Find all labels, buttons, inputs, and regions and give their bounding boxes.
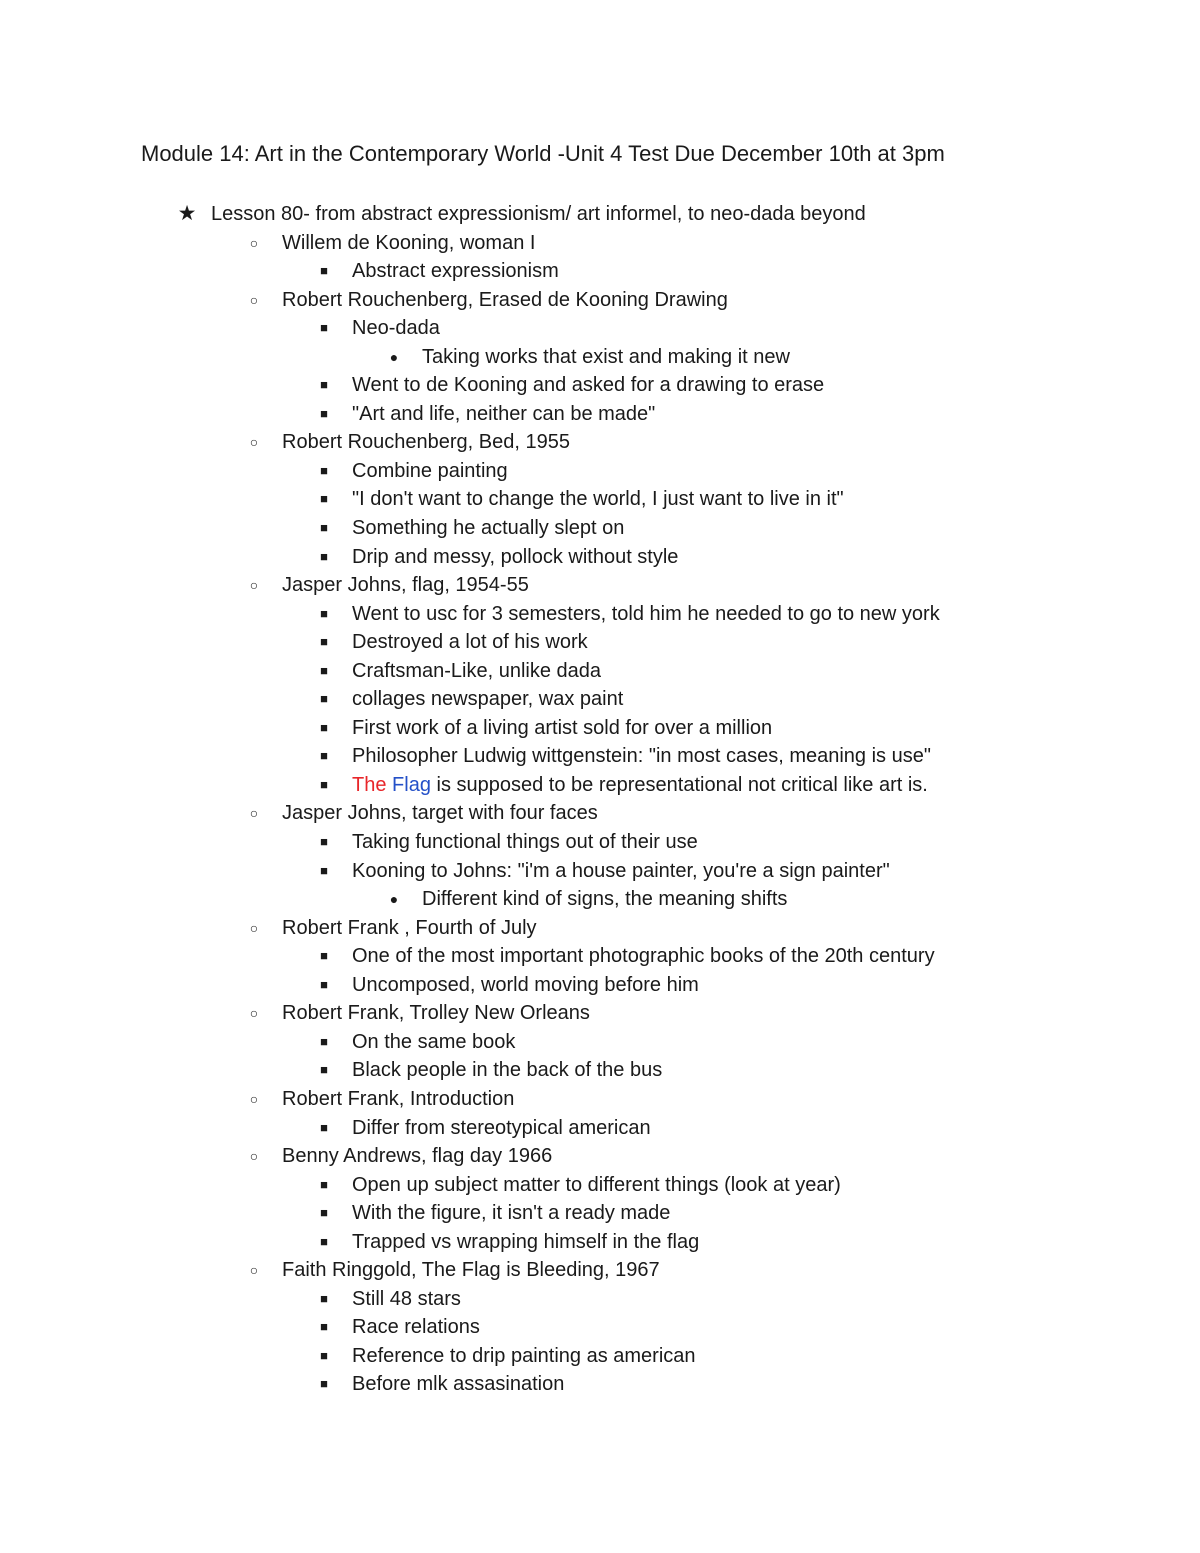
outline-item — [0, 1285, 1200, 1314]
square-bullet-icon: ■ — [320, 634, 328, 650]
outline-item-text: Willem de Kooning, woman I — [282, 231, 536, 254]
circle-bullet-icon: ○ — [249, 291, 259, 308]
outline-item-text: Faith Ringgold, The Flag is Bleeding, 1967 — [282, 1259, 660, 1282]
outline-item-text: Something he actually slept on — [352, 517, 625, 540]
outline-item — [0, 1199, 1200, 1228]
outline-item — [0, 200, 1200, 229]
outline-item — [0, 1028, 1200, 1057]
outline-item — [0, 428, 1200, 457]
outline-item-text: Black people in the back of the bus — [352, 1059, 663, 1082]
outline-item — [0, 571, 1200, 600]
outline-item-text: Uncomposed, world moving before him — [352, 973, 699, 996]
outline-item-text: "Art and life, neither can be made" — [352, 402, 656, 425]
circle-bullet-icon: ○ — [249, 577, 259, 594]
square-bullet-icon: ■ — [320, 605, 328, 621]
outline-item-text: Went to de Kooning and asked for a drawing to erase — [352, 374, 825, 397]
square-bullet-icon: ■ — [320, 263, 328, 279]
outline-item-text: Taking functional things out of their use — [352, 831, 698, 854]
circle-bullet-icon: ○ — [249, 805, 259, 822]
outline-item — [0, 971, 1200, 1000]
outline-item-text: Robert Frank, Trolley New Orleans — [282, 1002, 590, 1025]
outline-item — [0, 1171, 1200, 1200]
square-bullet-icon: ■ — [320, 976, 328, 992]
circle-bullet-icon: ○ — [249, 919, 259, 936]
outline-item — [0, 371, 1200, 400]
outline-item — [0, 1114, 1200, 1143]
square-bullet-icon: ■ — [320, 834, 328, 850]
outline-item-text: Jasper Johns, flag, 1954-55 — [282, 574, 529, 597]
outline-item — [0, 999, 1200, 1028]
square-bullet-icon: ■ — [320, 1376, 328, 1392]
outline-item — [0, 514, 1200, 543]
square-bullet-icon: ■ — [320, 691, 328, 707]
outline-item-text: Neo-dada — [352, 317, 440, 340]
square-bullet-icon: ■ — [320, 1205, 328, 1221]
dot-bullet-icon: ● — [389, 891, 399, 908]
square-bullet-icon: ■ — [320, 377, 328, 393]
outline-item-text: Kooning to Johns: "i'm a house painter, you're a sign painter" — [352, 859, 890, 882]
outline-item-text: Before mlk assasination — [352, 1373, 565, 1396]
outline-item-text: Still 48 stars — [352, 1287, 461, 1310]
outline-item-text: With the figure, it isn't a ready made — [352, 1202, 671, 1225]
outline-item — [0, 714, 1200, 743]
outline-item-text: First work of a living artist sold for over a million — [352, 716, 773, 739]
outline-item — [0, 600, 1200, 629]
circle-bullet-icon: ○ — [249, 1148, 259, 1165]
outline-item-text: Reference to drip painting as american — [352, 1344, 696, 1367]
outline-item-text: Robert Rouchenberg, Erased de Kooning Drawing — [282, 288, 728, 311]
outline-item-text: Went to usc for 3 semesters, told him he needed to go to new york — [352, 602, 940, 625]
outline-item-text: On the same book — [352, 1030, 516, 1053]
outline-item — [0, 942, 1200, 971]
outline-item — [0, 1142, 1200, 1171]
outline-item — [0, 771, 1200, 800]
square-bullet-icon: ■ — [320, 520, 328, 536]
outline-item — [0, 914, 1200, 943]
outline-item-text: Destroyed a lot of his work — [352, 631, 588, 654]
dot-bullet-icon: ● — [389, 348, 399, 365]
square-bullet-icon: ■ — [320, 1233, 328, 1249]
page-title: Module 14: Art in the Contemporary World -Unit 4 Test Due December 10th at 3pm — [141, 141, 945, 166]
outline-item — [0, 257, 1200, 286]
outline-item — [0, 400, 1200, 429]
outline-item-text: Different kind of signs, the meaning shifts — [422, 888, 788, 911]
square-bullet-icon: ■ — [320, 1062, 328, 1078]
outline-item-text — [352, 771, 928, 799]
outline-item — [0, 857, 1200, 886]
star-bullet-icon: ★ — [177, 202, 197, 225]
outline-item-text: Drip and messy, pollock without style — [352, 545, 679, 568]
square-bullet-icon: ■ — [320, 462, 328, 478]
square-bullet-icon: ■ — [320, 1347, 328, 1363]
circle-bullet-icon: ○ — [249, 1262, 259, 1279]
circle-bullet-icon: ○ — [249, 434, 259, 451]
outline-item — [0, 1370, 1200, 1399]
outline-item-text: "I don't want to change the world, I just want to live in it" — [352, 488, 844, 511]
outline-item-text: Philosopher Ludwig wittgenstein: "in most cases, meaning is use" — [352, 745, 931, 768]
outline-item-text: Differ from stereotypical american — [352, 1116, 651, 1139]
outline-item — [0, 457, 1200, 486]
outline-item-text: Robert Frank, Introduction — [282, 1087, 515, 1110]
square-bullet-icon: ■ — [320, 1033, 328, 1049]
square-bullet-icon: ■ — [320, 662, 328, 678]
square-bullet-icon: ■ — [320, 748, 328, 764]
square-bullet-icon: ■ — [320, 491, 328, 507]
outline-item-text: Open up subject matter to different things (look at year) — [352, 1173, 841, 1196]
outline-item-text: Combine painting — [352, 459, 508, 482]
outline-item-text: Trapped vs wrapping himself in the flag — [352, 1230, 700, 1253]
outline-item-text: collages newspaper, wax paint — [352, 688, 624, 711]
outline-item-text: Race relations — [352, 1316, 480, 1339]
outline-item — [0, 229, 1200, 258]
square-bullet-icon: ■ — [320, 405, 328, 421]
outline-item — [0, 1342, 1200, 1371]
outline-item — [0, 1313, 1200, 1342]
outline-item — [0, 343, 1200, 372]
square-bullet-icon: ■ — [320, 320, 328, 336]
outline-item — [0, 314, 1200, 343]
outline-item — [0, 657, 1200, 686]
outline-item-text: Jasper Johns, target with four faces — [282, 802, 598, 825]
outline-item — [0, 1256, 1200, 1285]
circle-bullet-icon: ○ — [249, 1090, 259, 1107]
outline-item — [0, 742, 1200, 771]
square-bullet-icon: ■ — [320, 776, 328, 792]
highlighted-word-flag: Flag — [392, 773, 431, 796]
square-bullet-icon: ■ — [320, 548, 328, 564]
circle-bullet-icon: ○ — [249, 234, 259, 251]
outline-item — [0, 685, 1200, 714]
outline-item-text: Taking works that exist and making it new — [422, 345, 790, 368]
outline-item — [0, 543, 1200, 572]
square-bullet-icon: ■ — [320, 719, 328, 735]
outline-item-text: Lesson 80- from abstract expressionism/ art informel, to neo-dada beyond — [211, 203, 866, 225]
outline-item-text: Robert Rouchenberg, Bed, 1955 — [282, 431, 570, 454]
outline-item — [0, 628, 1200, 657]
outline-item — [0, 799, 1200, 828]
highlighted-word-the: The — [352, 773, 393, 796]
outline-item — [0, 828, 1200, 857]
lesson-outline — [0, 200, 1200, 1399]
outline-item — [0, 485, 1200, 514]
square-bullet-icon: ■ — [320, 1176, 328, 1192]
square-bullet-icon: ■ — [320, 948, 328, 964]
outline-item-text: Craftsman-Like, unlike dada — [352, 659, 602, 682]
square-bullet-icon: ■ — [320, 1119, 328, 1135]
outline-item — [0, 1056, 1200, 1085]
circle-bullet-icon: ○ — [249, 1005, 259, 1022]
outline-item-text-rest: is supposed to be representational not critical like art is. — [430, 773, 928, 796]
outline-item — [0, 286, 1200, 315]
square-bullet-icon: ■ — [320, 1290, 328, 1306]
square-bullet-icon: ■ — [320, 1319, 328, 1335]
outline-item-text: Benny Andrews, flag day 1966 — [282, 1145, 553, 1168]
outline-item-text: Abstract expressionism — [352, 260, 559, 283]
square-bullet-icon: ■ — [320, 862, 328, 878]
outline-item — [0, 1228, 1200, 1257]
outline-item — [0, 885, 1200, 914]
outline-item-text: Robert Frank , Fourth of July — [282, 916, 537, 939]
outline-item-text: One of the most important photographic books of the 20th century — [352, 945, 935, 968]
outline-item — [0, 1085, 1200, 1114]
